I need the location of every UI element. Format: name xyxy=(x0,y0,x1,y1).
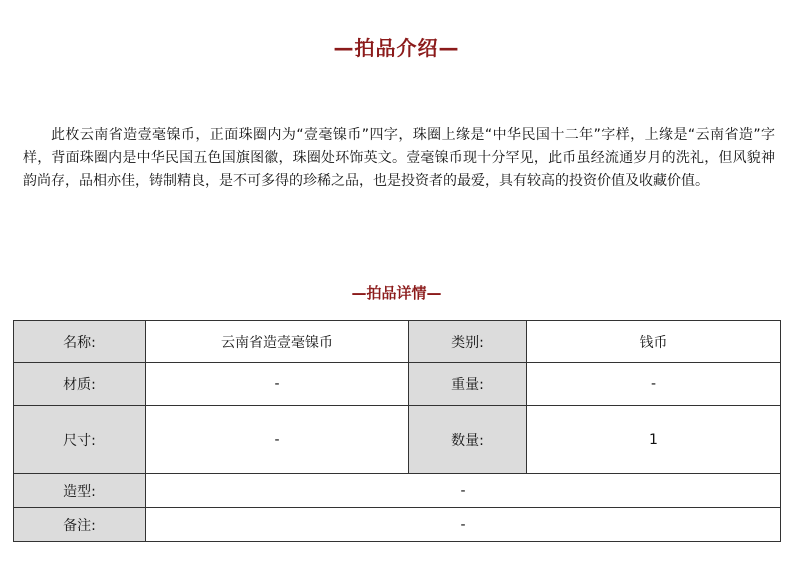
shape-value: - xyxy=(146,474,781,508)
material-label: 材质: xyxy=(14,363,146,406)
quantity-label: 数量: xyxy=(409,406,527,474)
intro-title: —拍品介绍— xyxy=(333,36,460,60)
shape-label: 造型: xyxy=(14,474,146,508)
table-row xyxy=(14,321,781,363)
notes-value: - xyxy=(146,508,781,542)
weight-value: - xyxy=(527,363,781,406)
details-table xyxy=(13,320,781,542)
notes-label: 备注: xyxy=(14,508,146,542)
name-label: 名称: xyxy=(14,321,146,363)
size-label: 尺寸: xyxy=(14,406,146,474)
material-value: - xyxy=(146,363,409,406)
table-row xyxy=(14,474,781,508)
table-row xyxy=(14,406,781,474)
details-title: —拍品详情— xyxy=(351,284,442,302)
size-value: - xyxy=(146,406,409,474)
category-value: 钱币 xyxy=(527,321,781,363)
category-label: 类别: xyxy=(409,321,527,363)
weight-label: 重量: xyxy=(409,363,527,406)
quantity-value: 1 xyxy=(527,406,781,474)
table-row xyxy=(14,363,781,406)
table-row xyxy=(14,508,781,542)
intro-paragraph: 此枚云南省造壹毫镍币，正面珠圈内为“壹毫镍币”四字，珠圈上缘是“中华民国十二年”字样，上缘是“云南省造”字样，背面珠圈内是中华民国五色国旗图徽，珠圈处环饰英文。壹毫镍币现十分罕见，此币虽经流通岁月的洗礼，但风貌神韵尚存，品相亦佳，铸制精良，是不可多得的珍稀之品，也是投资者的最爱，具有较高的投资价值及收藏价值。 xyxy=(23,127,775,189)
name-value: 云南省造壹毫镍币 xyxy=(146,321,409,363)
